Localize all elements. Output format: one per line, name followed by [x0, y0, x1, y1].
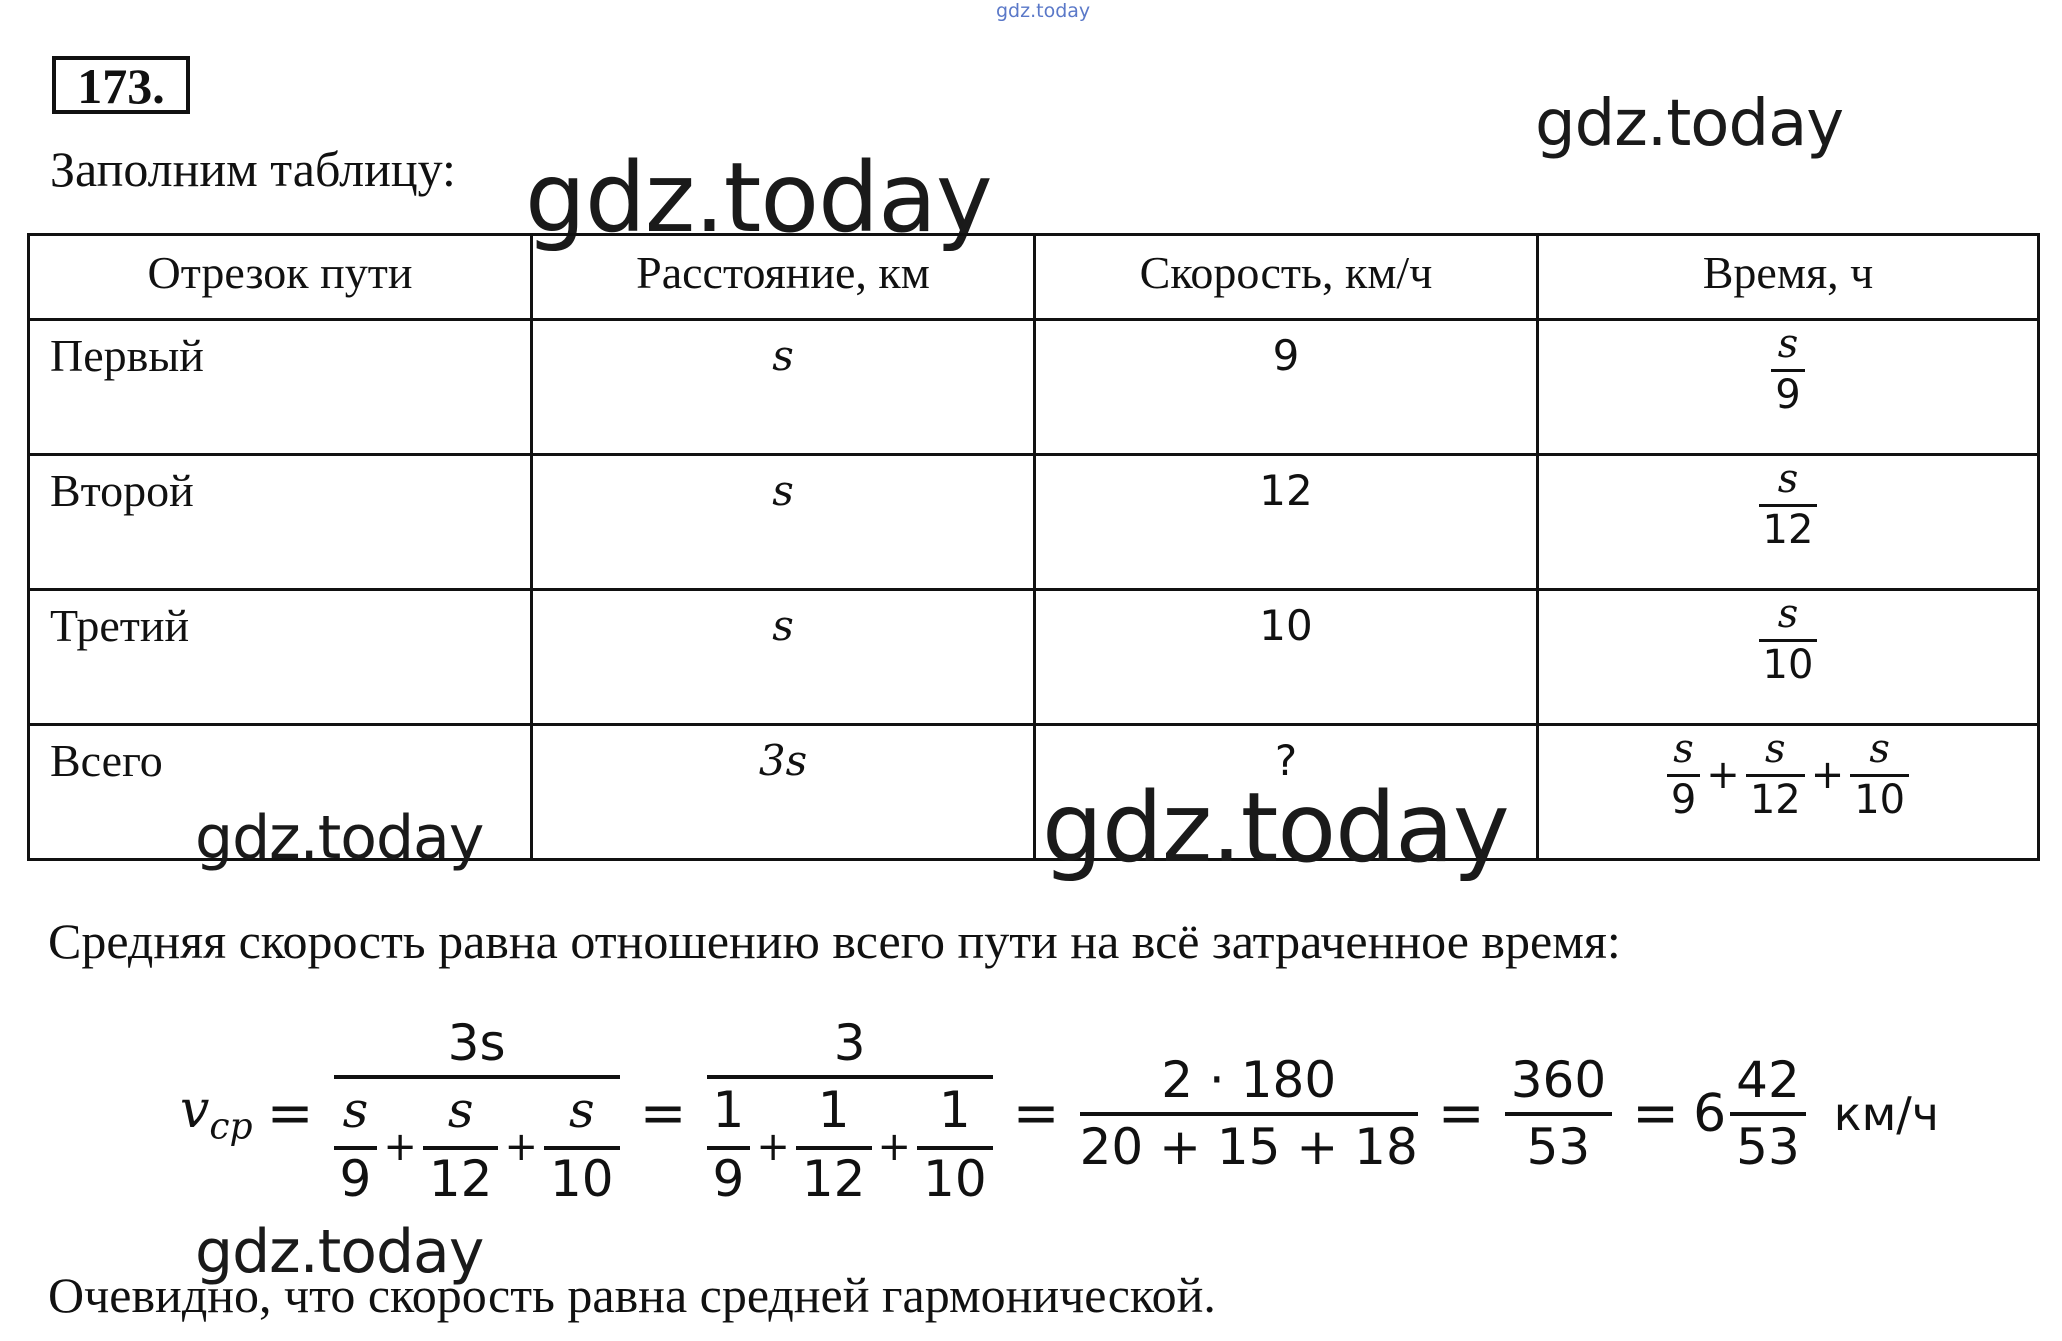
- header-segment: Отрезок пути: [29, 235, 532, 320]
- speed-unit: км/ч: [1833, 1086, 1939, 1141]
- time-cell: [1538, 725, 2039, 860]
- fraction-numerator: s: [1777, 456, 1799, 502]
- watermark-large-top: gdz.today: [525, 142, 992, 254]
- formula-fraction-4: [1505, 1050, 1612, 1176]
- formula-mixed-fraction: [1730, 1050, 1806, 1176]
- fraction-denominator: 9: [1775, 372, 1801, 418]
- formula-fraction-2: [707, 1016, 993, 1211]
- intro-text: Заполним таблицу:: [50, 141, 456, 197]
- fraction-numerator: s: [1765, 726, 1786, 772]
- watermark-top: gdz.today: [996, 0, 1091, 22]
- fraction-denominator: 53: [1526, 1117, 1591, 1176]
- fraction-numerator: s: [1777, 321, 1799, 367]
- speed-cell: 10: [1035, 590, 1538, 725]
- speed-cell: 9: [1035, 320, 1538, 455]
- time-fraction: [1850, 728, 1909, 821]
- fraction-denominator: 10: [1762, 642, 1814, 688]
- conclusion-text: Очевидно, что скорость равна средней гармонической.: [48, 1267, 1216, 1323]
- header-speed: Скорость, км/ч: [1035, 235, 1538, 320]
- speed-cell: 12: [1035, 455, 1538, 590]
- fraction-numerator: s: [1673, 726, 1694, 772]
- fraction-numerator: s: [1869, 726, 1890, 772]
- fraction-numerator: 3: [833, 1014, 866, 1072]
- time-cell: [1538, 320, 2039, 455]
- watermark-table-left: gdz.today: [195, 803, 484, 873]
- fraction-numerator: 42: [1736, 1050, 1800, 1109]
- plus-sign: +: [1706, 751, 1740, 798]
- avg-speed-statement: Средняя скорость равна отношению всего пути на всё затраченное время:: [48, 913, 1621, 969]
- equals-sign: =: [1012, 1081, 1060, 1146]
- speed-cell: ?: [1035, 725, 1538, 860]
- table-header-row: [29, 235, 2039, 320]
- time-fraction: [1667, 728, 1700, 821]
- problem-number: 173.: [52, 56, 190, 114]
- equals-sign: =: [1437, 1081, 1485, 1146]
- fraction-denominator: $\frac{1}{9}$ + $\frac{1}{12}$ + $\frac{1}{10}$: [707, 1079, 993, 1211]
- watermark-table-center: gdz.today: [1042, 772, 1509, 884]
- fraction-numerator: 3s: [447, 1014, 506, 1072]
- fraction-denominator: 20 + 15 + 18: [1079, 1117, 1418, 1176]
- segment-cell: Первый: [29, 320, 532, 455]
- formula: [180, 1016, 1939, 1211]
- time-fraction: [1759, 458, 1818, 551]
- segment-cell: Всего: [29, 725, 532, 860]
- formula-variable: $v_{ср}$: [180, 1079, 253, 1148]
- fraction-denominator: 9: [1670, 777, 1697, 823]
- distance-cell: s: [532, 455, 1035, 590]
- time-fraction: [1746, 728, 1805, 821]
- header-distance: Расстояние, км: [532, 235, 1035, 320]
- equals-sign: =: [639, 1081, 687, 1146]
- data-table: [27, 233, 2040, 861]
- mixed-whole: 6: [1693, 1083, 1727, 1144]
- watermark-top-right: gdz.today: [1535, 87, 1844, 161]
- time-cell: [1538, 455, 2039, 590]
- table-row: [29, 320, 2039, 455]
- equals-sign: =: [266, 1081, 314, 1146]
- fraction-denominator: 12: [1749, 777, 1801, 823]
- formula-fraction-3: [1079, 1050, 1418, 1176]
- distance-cell: s: [532, 320, 1035, 455]
- fraction-numerator: 360: [1510, 1050, 1607, 1109]
- fraction-denominator: 53: [1736, 1117, 1800, 1176]
- header-time: Время, ч: [1538, 235, 2039, 320]
- segment-cell: Второй: [29, 455, 532, 590]
- distance-cell: s: [532, 590, 1035, 725]
- watermark-bottom: gdz.today: [195, 1217, 484, 1287]
- table-row: [29, 455, 2039, 590]
- fraction-numerator: s: [1777, 591, 1799, 637]
- fraction-numerator: 2 · 180: [1161, 1050, 1337, 1109]
- fraction-denominator: 10: [1854, 777, 1906, 823]
- time-cell: [1538, 590, 2039, 725]
- plus-sign: +: [1810, 751, 1845, 798]
- time-fraction: [1759, 593, 1818, 686]
- distance-cell: 3s: [532, 725, 1035, 860]
- time-fraction: [1771, 323, 1804, 416]
- table-row: [29, 590, 2039, 725]
- fraction-denominator: 12: [1762, 507, 1814, 553]
- formula-fraction-1: [334, 1016, 620, 1211]
- fraction-denominator: $\frac{s}{9}$ + $\frac{s}{12}$ + $\frac{s}{10}$: [334, 1079, 620, 1211]
- equals-sign: =: [1632, 1081, 1680, 1146]
- segment-cell: Третий: [29, 590, 532, 725]
